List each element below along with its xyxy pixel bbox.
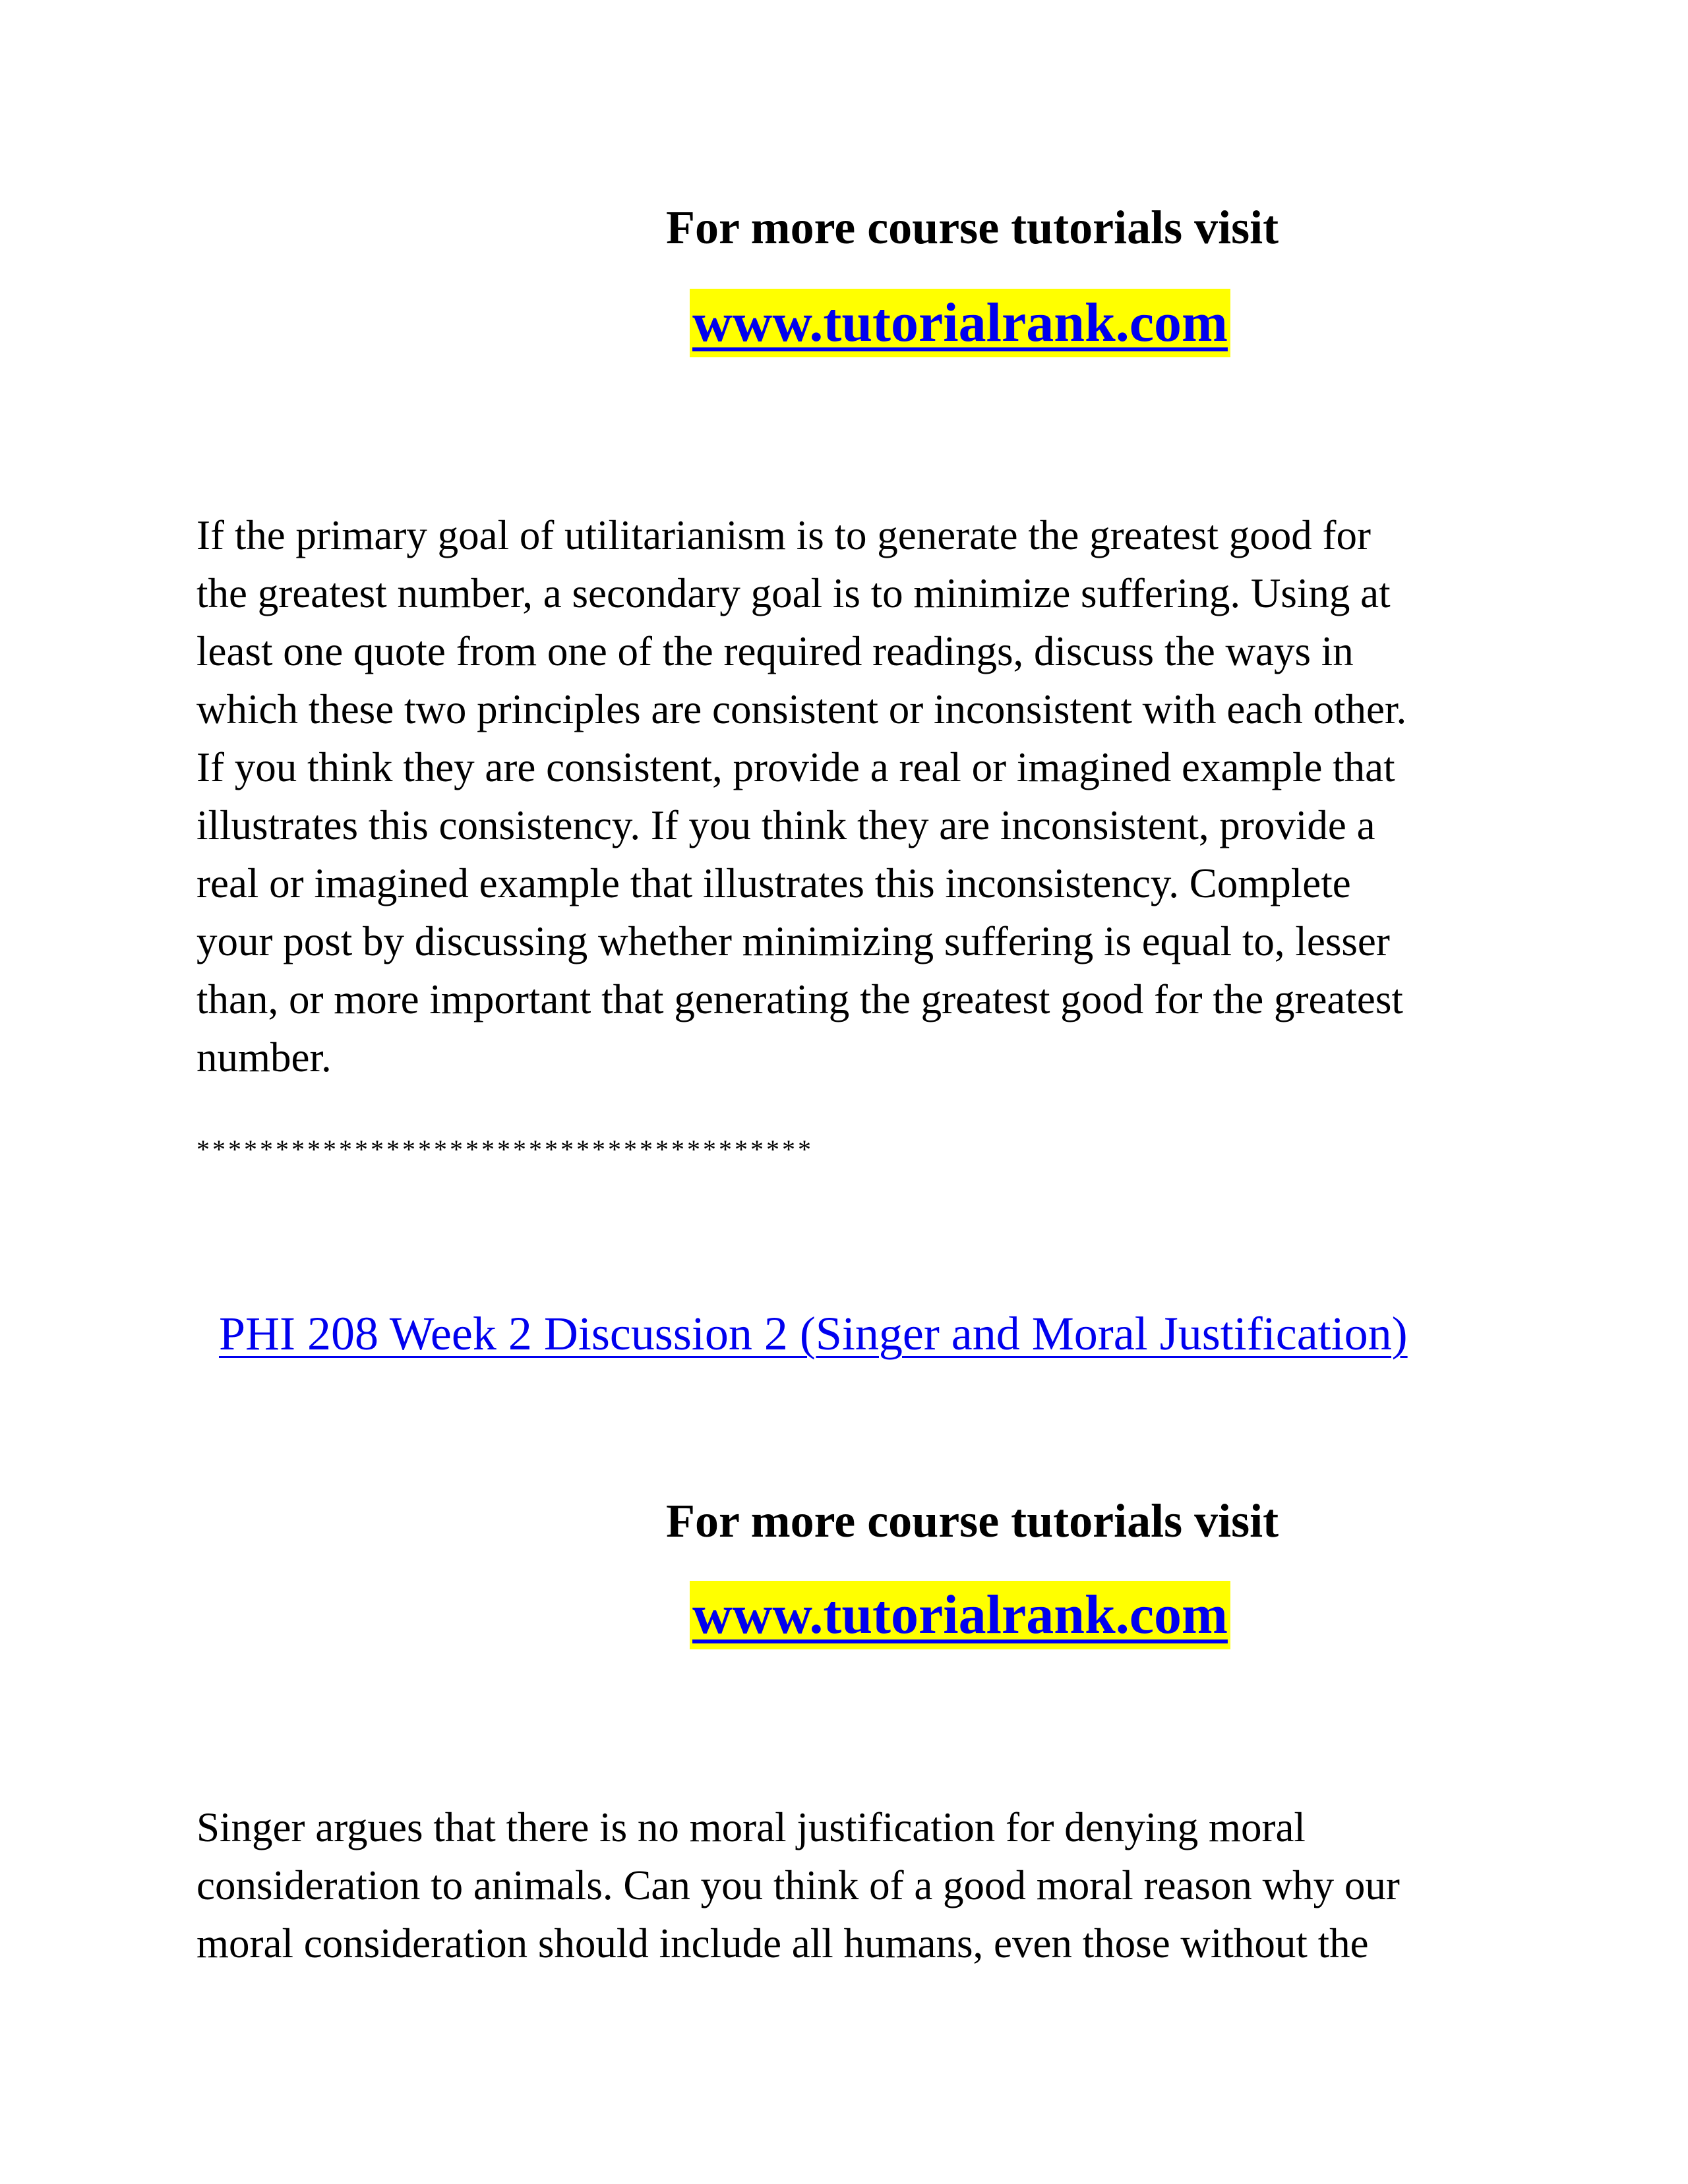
text-line: real or imagined example that illustrates this inconsistency. Complete	[196, 860, 1351, 906]
text-line: Singer argues that there is no moral justification for denying moral	[196, 1804, 1306, 1850]
text-line: If you think they are consistent, provide a real or imagined example that	[196, 744, 1395, 790]
separator-asterisks: ***************************************	[196, 1135, 814, 1164]
promo-heading-2: For more course tutorials visit	[666, 1494, 1279, 1547]
promo-link-2[interactable]: www.tutorialrank.com	[690, 1581, 1230, 1649]
question-text-1	[196, 506, 1509, 1086]
text-line: number.	[196, 1034, 332, 1080]
text-line: which these two principles are consistent or inconsistent with each other.	[196, 686, 1407, 732]
promo-link-1[interactable]: www.tutorialrank.com	[690, 289, 1230, 357]
question-text-2	[196, 1798, 1509, 1972]
text-line: If the primary goal of utilitarianism is to generate the greatest good for	[196, 512, 1371, 558]
promo-heading-1: For more course tutorials visit	[666, 201, 1279, 254]
text-line: your post by discussing whether minimizing suffering is equal to, lesser	[196, 918, 1390, 964]
course-title-link[interactable]: PHI 208 Week 2 Discussion 2 (Singer and Moral Justification)	[219, 1307, 1408, 1360]
text-line: the greatest number, a secondary goal is to minimize suffering. Using at	[196, 570, 1391, 616]
text-line: least one quote from one of the required readings, discuss the ways in	[196, 628, 1354, 674]
text-line: than, or more important that generating the greatest good for the greatest	[196, 976, 1403, 1022]
text-line: illustrates this consistency. If you think they are inconsistent, provide a	[196, 802, 1375, 848]
text-line: consideration to animals. Can you think of a good moral reason why our	[196, 1862, 1400, 1908]
text-line: moral consideration should include all humans, even those without the	[196, 1920, 1369, 1966]
